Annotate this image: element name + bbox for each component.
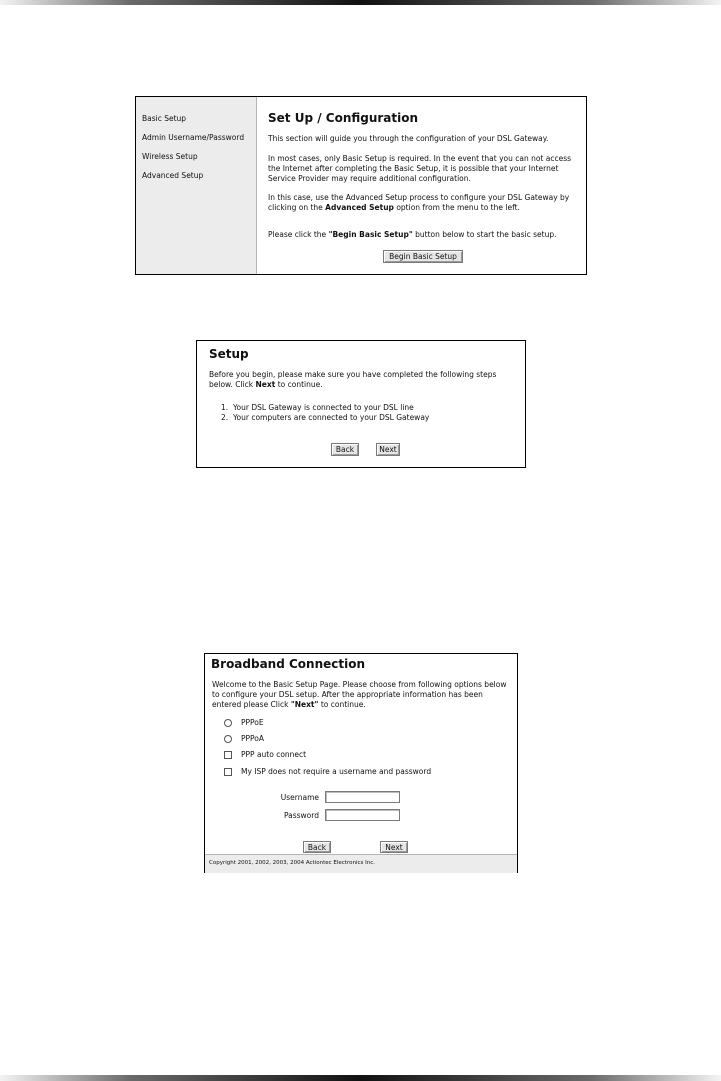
- step-item-1: 1. Your DSL Gateway is connected to your DSL line: [221, 403, 414, 412]
- advanced-setup-info-text: In this case, use the Advanced Setup process to configure your DSL Gateway by clicking on the Advanced Setup option from the menu to the left.: [268, 193, 570, 212]
- pppoe-option[interactable]: PPPoE: [224, 718, 264, 727]
- page-title: Set Up / Configuration: [268, 111, 419, 125]
- ppp-auto-connect-option[interactable]: PPP auto connect: [224, 750, 306, 759]
- bottom-decorative-bar: [0, 1075, 721, 1081]
- setup-intro-text: Before you begin, please make sure you have completed the following steps below. Click Next to continue.: [209, 370, 497, 389]
- broadband-intro-text: Welcome to the Basic Setup Page. Please choose from following options below to configure your DSL setup. After the appropriate information has been entered please Click "Next" to continue.: [212, 680, 507, 709]
- copyright-footer: [205, 854, 517, 873]
- setup-configuration-panel: [135, 96, 587, 275]
- back-button[interactable]: Back: [331, 443, 359, 456]
- broadband-title: Broadband Connection: [211, 657, 366, 671]
- password-label: Password: [283, 811, 319, 820]
- sidebar-item-basic-setup[interactable]: Basic Setup: [142, 114, 187, 123]
- copyright-text: Copyright 2001, 2002, 2003, 2004 Actiontec Electronics Inc.: [209, 860, 375, 866]
- top-decorative-bar: [0, 0, 721, 5]
- back-button-broadband[interactable]: Back: [303, 841, 331, 853]
- next-button[interactable]: Next: [376, 443, 400, 456]
- sidebar-item-wireless-setup[interactable]: Wireless Setup: [142, 152, 198, 161]
- ppp-auto-connect-checkbox[interactable]: [224, 751, 232, 759]
- password-input[interactable]: [325, 809, 400, 821]
- intro-text: This section will guide you through the configuration of your DSL Gateway.: [268, 134, 549, 143]
- no-credentials-option[interactable]: My ISP does not require a username and password: [224, 767, 431, 776]
- setup-title: Setup: [209, 347, 249, 361]
- next-button-broadband[interactable]: Next: [380, 841, 408, 853]
- username-input[interactable]: [325, 791, 400, 803]
- pppoe-radio[interactable]: [224, 719, 232, 727]
- sidebar-menu: [136, 97, 257, 274]
- step-item-2: 2. Your computers are connected to your DSL Gateway: [221, 413, 430, 422]
- no-credentials-checkbox[interactable]: [224, 768, 232, 776]
- sidebar-item-advanced-setup[interactable]: Advanced Setup: [142, 171, 204, 180]
- sidebar-item-admin-username-password[interactable]: Admin Username/Password: [142, 133, 245, 142]
- username-label: Username: [280, 793, 319, 802]
- pppoa-radio[interactable]: [224, 735, 232, 743]
- begin-instruction-text: Please click the "Begin Basic Setup" button below to start the basic setup.: [268, 230, 557, 239]
- broadband-connection-panel: [204, 653, 518, 873]
- basic-setup-info-text: In most cases, only Basic Setup is required. In the event that you can not access the Internet after completing the Basic Setup, it is possible that your Internet Service Provider may require additional configuration.: [268, 154, 572, 183]
- pppoa-option[interactable]: PPPoA: [224, 734, 264, 743]
- setup-panel: [196, 340, 526, 468]
- begin-basic-setup-button[interactable]: Begin Basic Setup: [383, 250, 463, 263]
